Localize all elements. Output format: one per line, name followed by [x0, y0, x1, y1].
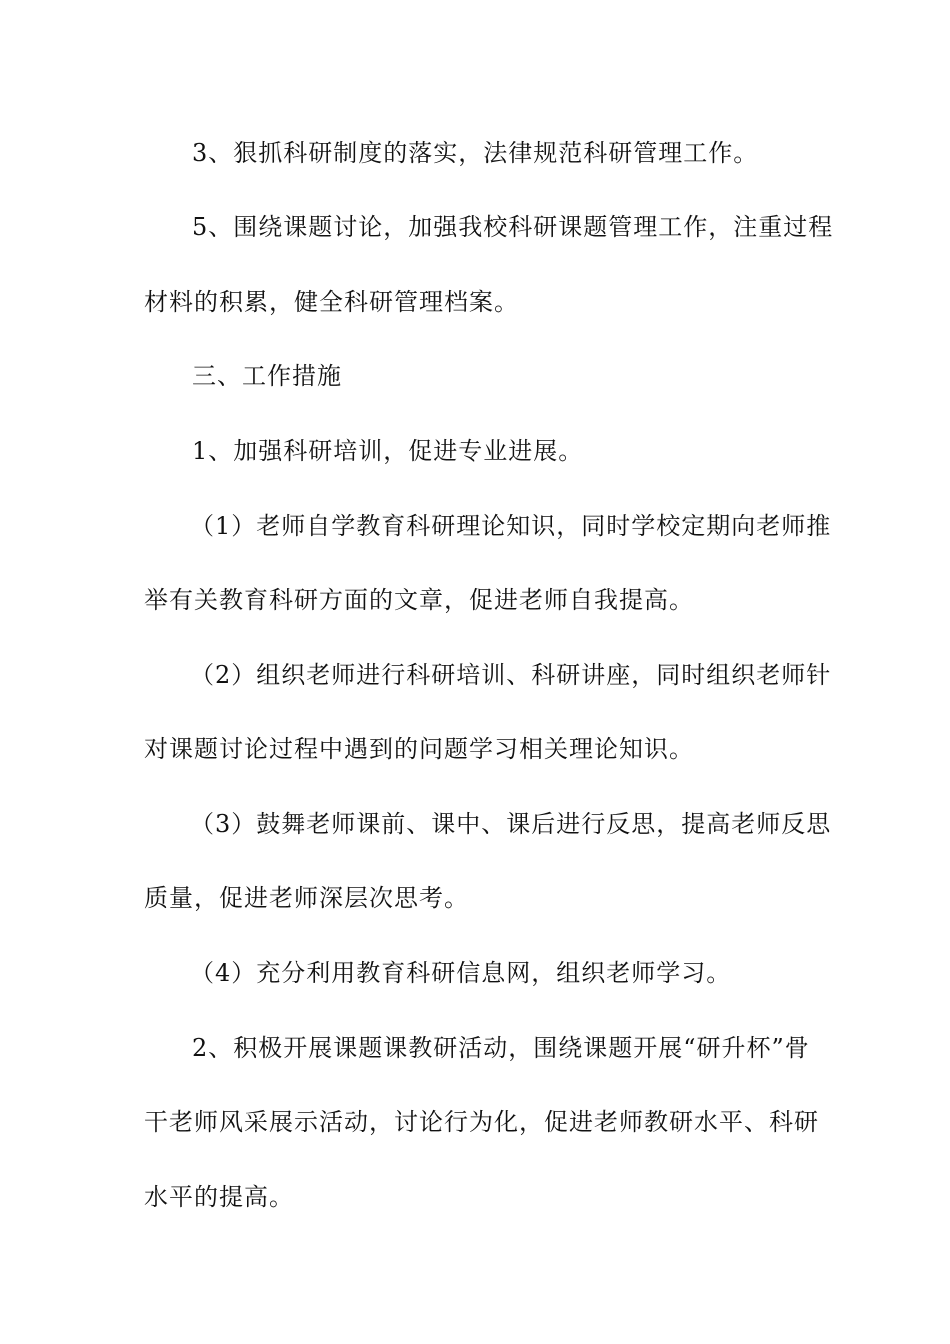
paragraph-line: 5、围绕课题讨论，加强我校科研课题管理工作，注重过程	[192, 213, 834, 241]
paragraph-line: 1、加强科研培训，促进专业进展。	[192, 437, 584, 465]
paragraph-line: 质量，促进老师深层次思考。	[144, 884, 469, 912]
section-heading: 三、工作措施	[192, 362, 342, 390]
paragraph-line: （4）充分利用教育科研信息网，组织老师学习。	[190, 959, 732, 987]
paragraph-line: （2）组织老师进行科研培训、科研讲座，同时组织老师针	[190, 661, 832, 689]
paragraph-line: 水平的提高。	[144, 1183, 294, 1211]
paragraph-line: 对课题讨论过程中遇到的问题学习相关理论知识。	[144, 735, 694, 763]
paragraph-line: 3、狠抓科研制度的落实，法律规范科研管理工作。	[192, 139, 759, 167]
paragraph-line: 2、积极开展课题课教研活动，围绕课题开展“研升杯”骨	[192, 1034, 810, 1062]
paragraph-line: （1）老师自学教育科研理论知识，同时学校定期向老师推	[190, 512, 832, 540]
paragraph-line: 干老师风采展示活动，讨论行为化，促进老师教研水平、科研	[144, 1108, 819, 1136]
paragraph-line: 材料的积累，健全科研管理档案。	[144, 288, 519, 316]
paragraph-line: 举有关教育科研方面的文章，促进老师自我提高。	[144, 586, 694, 614]
paragraph-line: （3）鼓舞老师课前、课中、课后进行反思，提高老师反思	[190, 810, 832, 838]
